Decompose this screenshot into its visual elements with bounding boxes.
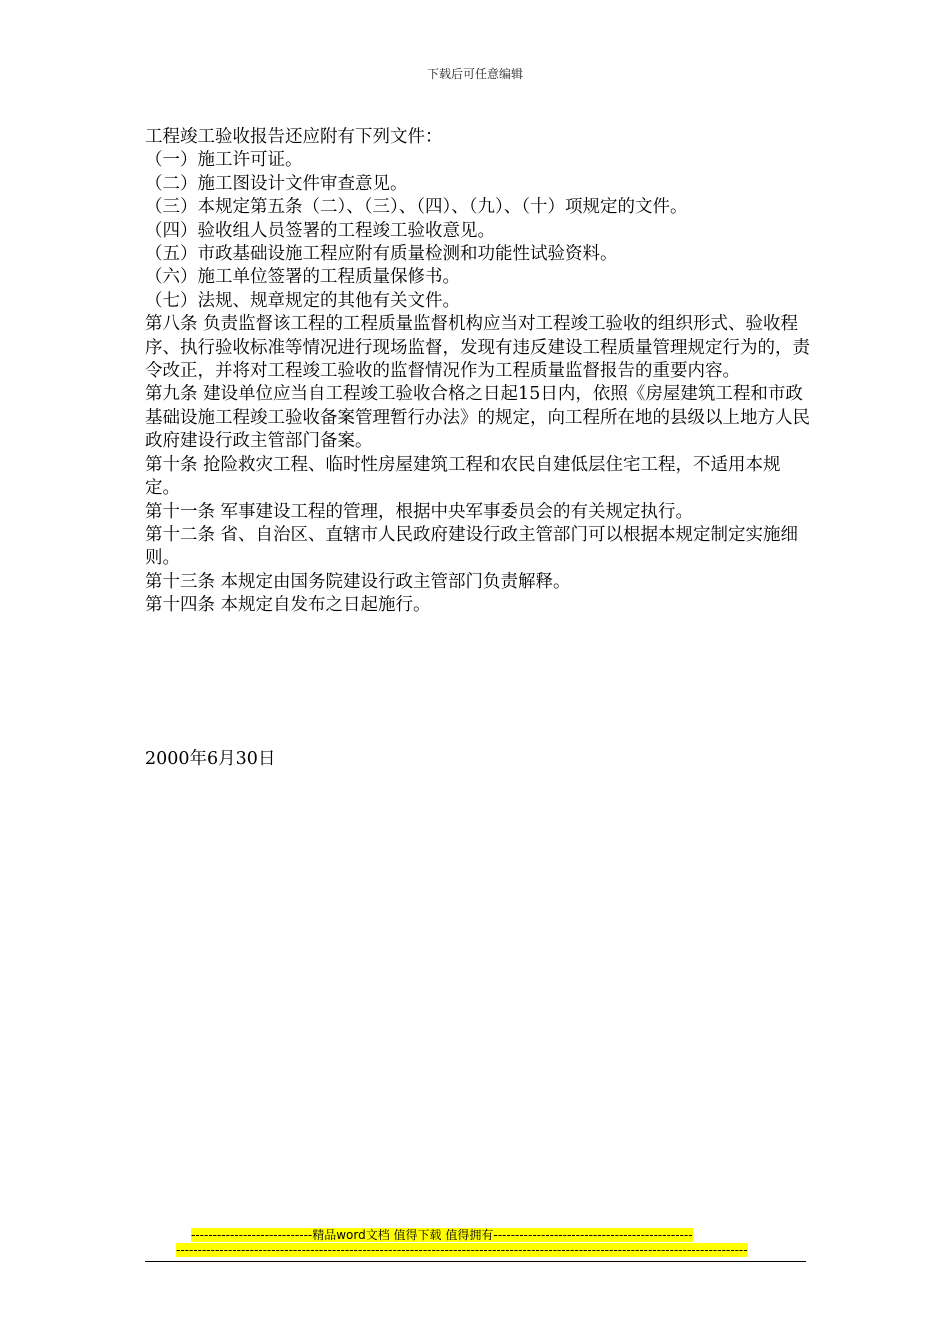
footer-highlight-line-2 xyxy=(145,1243,806,1258)
list-item: （六）施工单位签署的工程质量保修书。 xyxy=(145,267,460,288)
article-12: 第十二条 省、自治区、直辖市人民政府建设行政主管部门可以根据本规定制定实施细则。 xyxy=(145,524,799,569)
footer-highlight-line-1 xyxy=(145,1228,806,1243)
article-13: 第十三条 本规定由国务院建设行政主管部门负责解释。 xyxy=(145,571,571,592)
article-11: 第十一条 军事建设工程的管理，根据中央军事委员会的有关规定执行。 xyxy=(145,501,694,522)
footer xyxy=(145,1228,806,1262)
document-body xyxy=(145,126,810,618)
list-item: （四）验收组人员签署的工程竣工验收意见。 xyxy=(145,220,495,241)
footer-divider xyxy=(145,1261,806,1262)
article-10: 第十条 抢险救灾工程、临时性房屋建筑工程和农民自建低层住宅工程，不适用本规定。 xyxy=(145,454,781,499)
footer-banner-text: ----------------------------精品word文档 值得下载 值得拥有---------------------------------------------- xyxy=(191,1228,693,1242)
header-note: 下载后可任意编辑 xyxy=(426,67,523,81)
paragraph-attachments-intro: 工程竣工验收报告还应附有下列文件： xyxy=(145,127,443,147)
article-14: 第十四条 本规定自发布之日起施行。 xyxy=(145,595,431,616)
article-8: 第八条 负责监督该工程的工程质量监督机构应当对工程竣工验收的组织形式、验收程序、执行验收标准等情况进行现场监督，发现有违反建设工程质量管理规定行为的，责令改正，并将对工程竣工验收的监督情况作为工程质量监督报告的重要内容。 xyxy=(145,314,810,382)
list-item: （三）本规定第五条（二）、（三）、（四）、（九）、（十）项规定的文件。 xyxy=(145,197,688,218)
list-item: （二）施工图设计文件审查意见。 xyxy=(145,173,408,194)
footer-dash-line: ------------------------------------------------------------------------------------------------------------------------------------ xyxy=(176,1243,748,1257)
list-item: （五）市政基础设施工程应附有质量检测和功能性试验资料。 xyxy=(145,244,618,265)
article-9: 第九条 建设单位应当自工程竣工验收合格之日起15日内，依照《房屋建筑工程和市政基础设施工程竣工验收备案管理暂行办法》的规定，向工程所在地的县级以上地方人民政府建设行政主管部门备案。 xyxy=(145,384,810,452)
signing-date: 2000年6月30日 xyxy=(145,749,276,769)
list-item: （一）施工许可证。 xyxy=(145,150,303,171)
list-item: （七）法规、规章规定的其他有关文件。 xyxy=(145,290,460,311)
